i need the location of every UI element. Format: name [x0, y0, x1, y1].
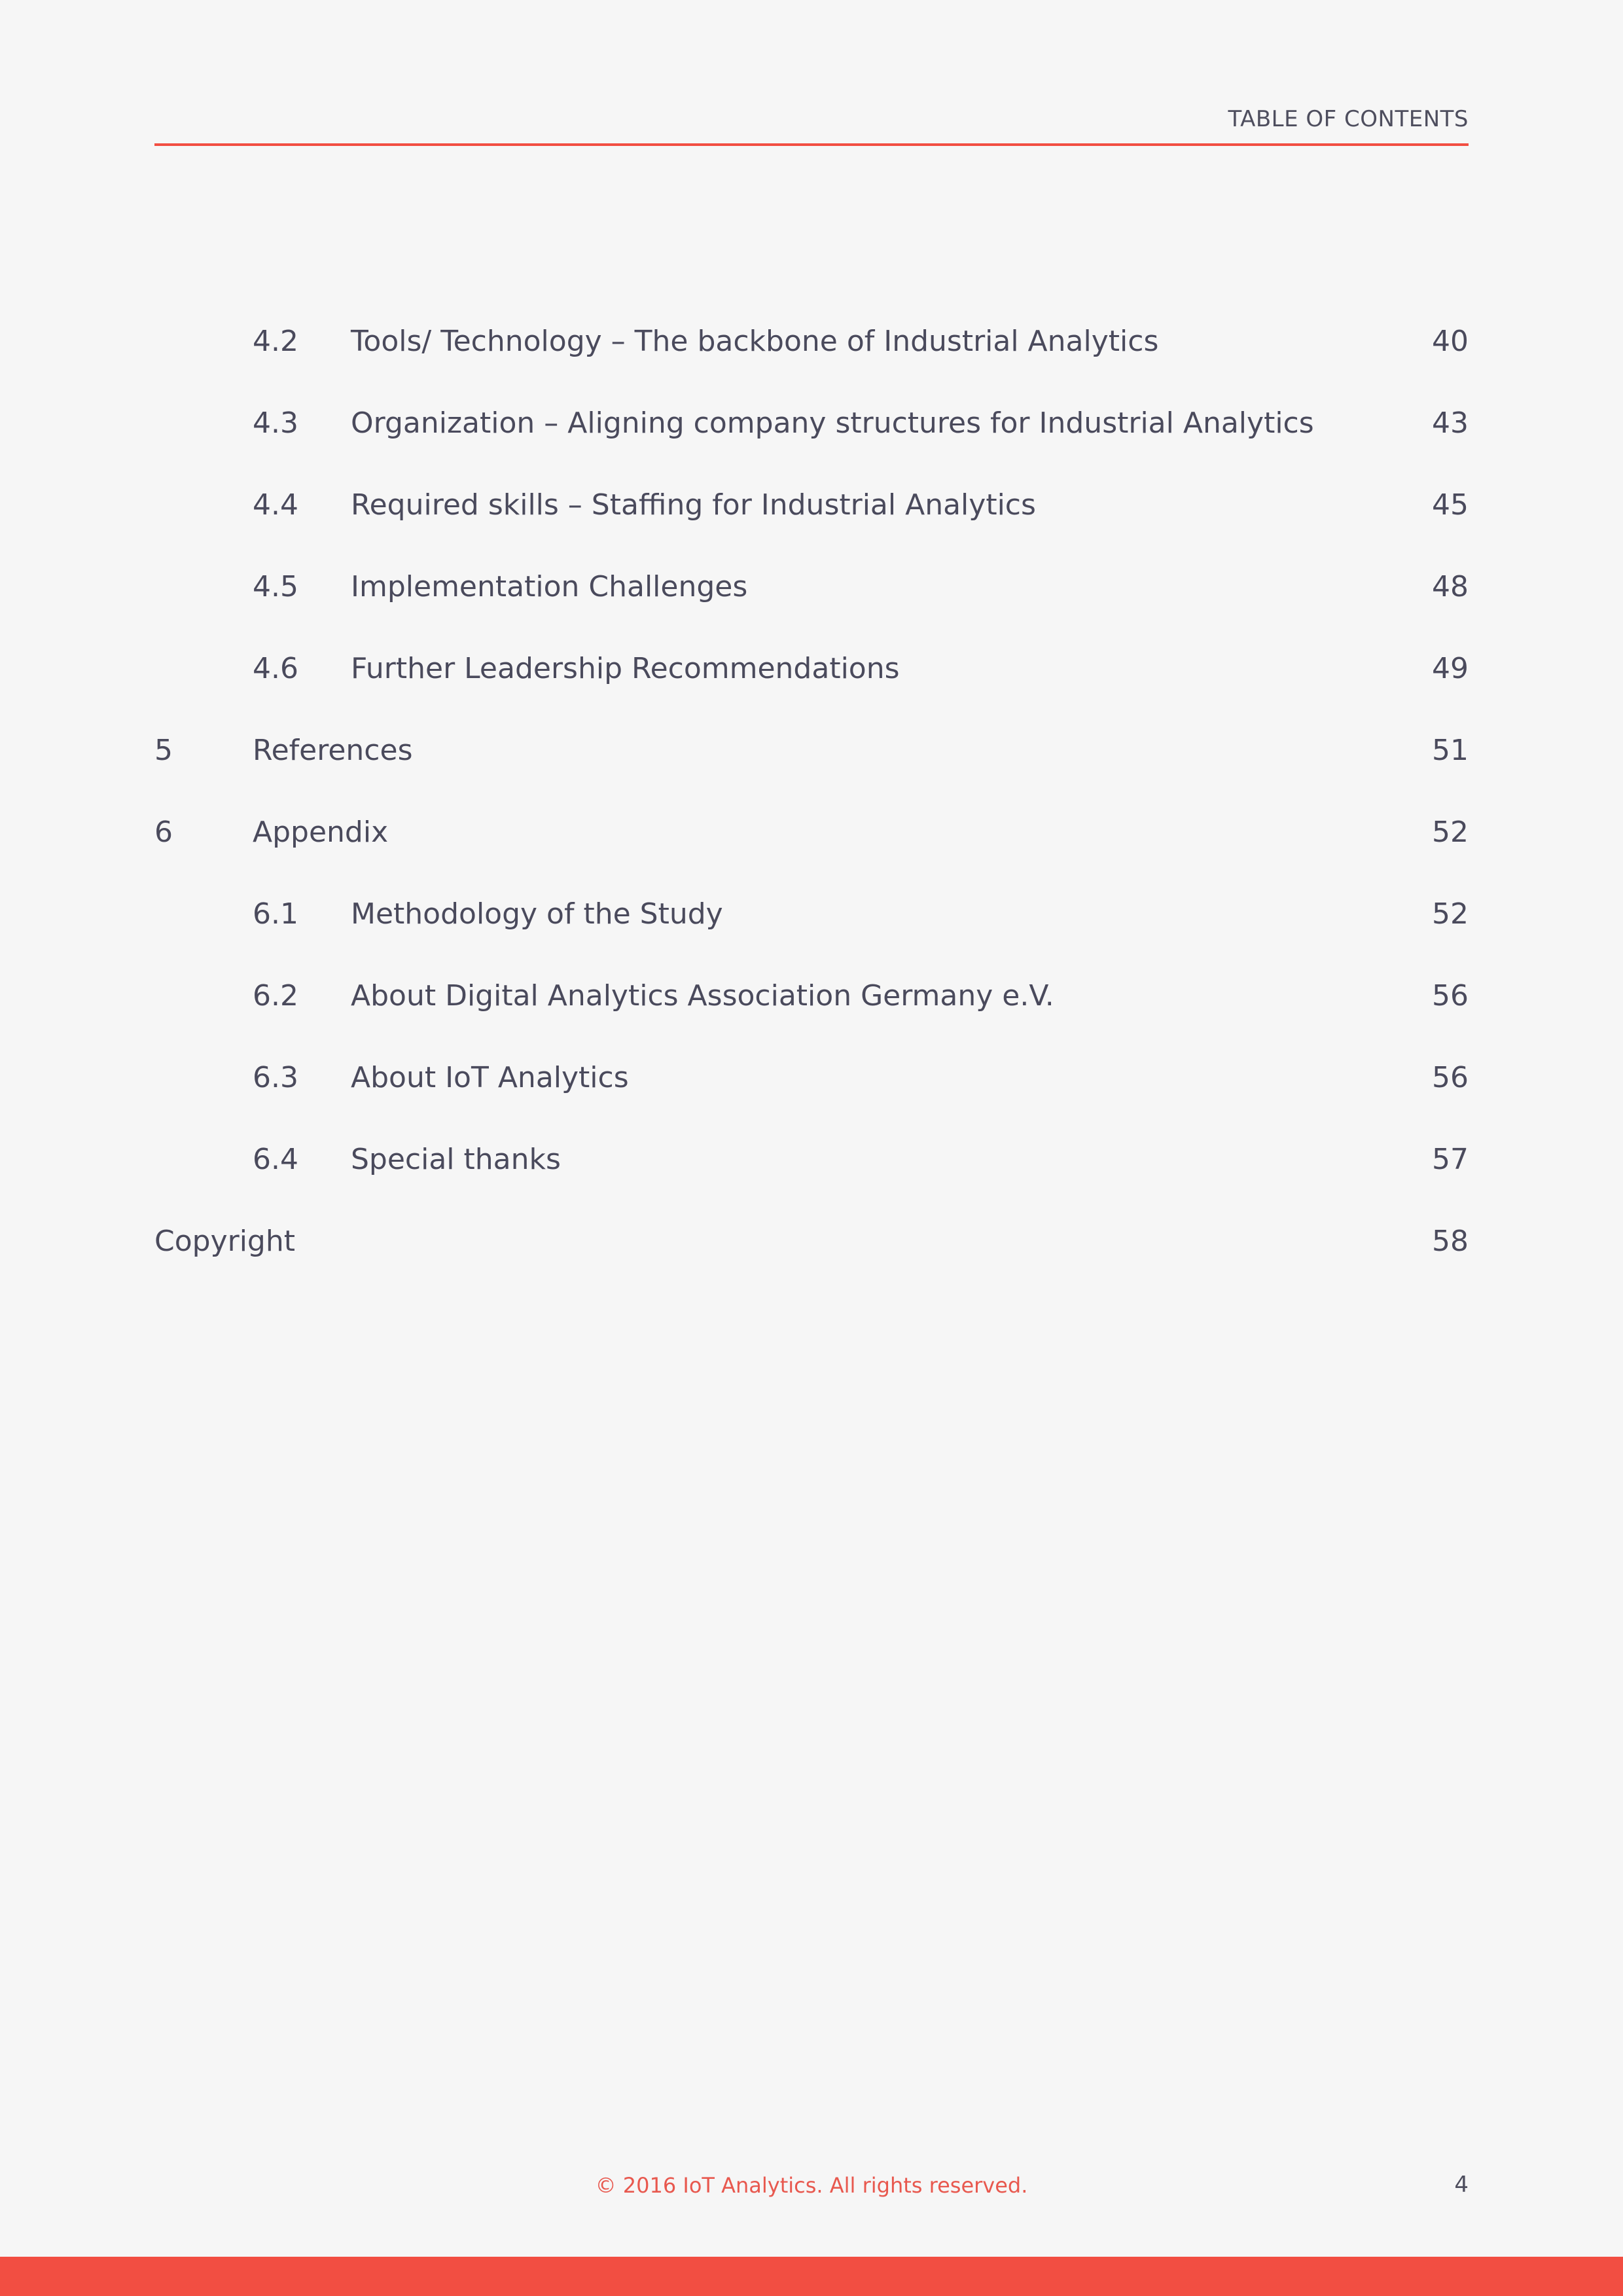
- toc-entry[interactable]: [154, 1055, 1469, 1101]
- toc-entry-title: About IoT Analytics: [351, 1061, 629, 1094]
- toc-entry-number: 4.5: [253, 570, 298, 603]
- toc-entry-number: 5: [154, 734, 173, 767]
- toc-entry[interactable]: [154, 564, 1469, 610]
- toc-entry[interactable]: [154, 728, 1469, 774]
- toc-entry[interactable]: [154, 401, 1469, 446]
- toc-entry-page: 52: [1432, 816, 1469, 849]
- toc-entry-number: 4.4: [253, 488, 298, 522]
- toc-entry-page: 49: [1432, 652, 1469, 685]
- toc-entry-title: Special thanks: [351, 1143, 561, 1176]
- toc-entry-title: Methodology of the Study: [351, 897, 723, 931]
- toc-entry[interactable]: [154, 1219, 1469, 1265]
- toc-entry-title: Organization – Aligning company structures for Industrial Analytics: [351, 406, 1314, 440]
- toc-entry-page: 52: [1432, 897, 1469, 931]
- toc-entry-title: Required skills – Staffing for Industrial Analytics: [351, 488, 1036, 522]
- toc-entry-number: 4.3: [253, 406, 298, 440]
- toc-entry-number: 6.3: [253, 1061, 298, 1094]
- toc-entry-page: 56: [1432, 1061, 1469, 1094]
- toc-entry-title: About Digital Analytics Association Germany e.V.: [351, 979, 1054, 1013]
- copyright-notice: © 2016 IoT Analytics. All rights reserved.: [595, 2173, 1028, 2198]
- toc-entry-page: 58: [1432, 1225, 1469, 1258]
- toc-entry[interactable]: [154, 1137, 1469, 1183]
- toc-entry-page: 45: [1432, 488, 1469, 522]
- toc-entry-title: Further Leadership Recommendations: [351, 652, 900, 685]
- toc-entry-title: Copyright: [154, 1225, 295, 1258]
- toc-entry-number: 6.4: [253, 1143, 298, 1176]
- toc-entry[interactable]: [154, 810, 1469, 855]
- toc-entry-page: 40: [1432, 325, 1469, 358]
- page-number: 4: [1454, 2172, 1469, 2198]
- toc-entry-title: References: [253, 734, 413, 767]
- toc-entry-number: 6.1: [253, 897, 298, 931]
- toc-entry-number: 4.6: [253, 652, 298, 685]
- toc-entry[interactable]: [154, 482, 1469, 528]
- toc-entry-page: 56: [1432, 979, 1469, 1013]
- toc-entry-page: 43: [1432, 406, 1469, 440]
- toc-entry[interactable]: [154, 891, 1469, 937]
- toc-entry[interactable]: [154, 319, 1469, 365]
- toc-entry-page: 57: [1432, 1143, 1469, 1176]
- toc-entry-page: 48: [1432, 570, 1469, 603]
- bottom-accent-bar: [0, 2257, 1623, 2296]
- toc-entry[interactable]: [154, 973, 1469, 1019]
- toc-entry[interactable]: [154, 646, 1469, 692]
- toc-entry-title: Implementation Challenges: [351, 570, 748, 603]
- toc-entry-number: 6: [154, 816, 173, 849]
- toc-entry-title: Appendix: [253, 816, 389, 849]
- toc-entry-number: 4.2: [253, 325, 298, 358]
- toc-entry-number: 6.2: [253, 979, 298, 1013]
- toc-entry-title: Tools/ Technology – The backbone of Industrial Analytics: [351, 325, 1159, 358]
- section-label: TABLE OF CONTENTS: [1228, 106, 1469, 132]
- header-divider: [154, 143, 1469, 146]
- toc-entry-page: 51: [1432, 734, 1469, 767]
